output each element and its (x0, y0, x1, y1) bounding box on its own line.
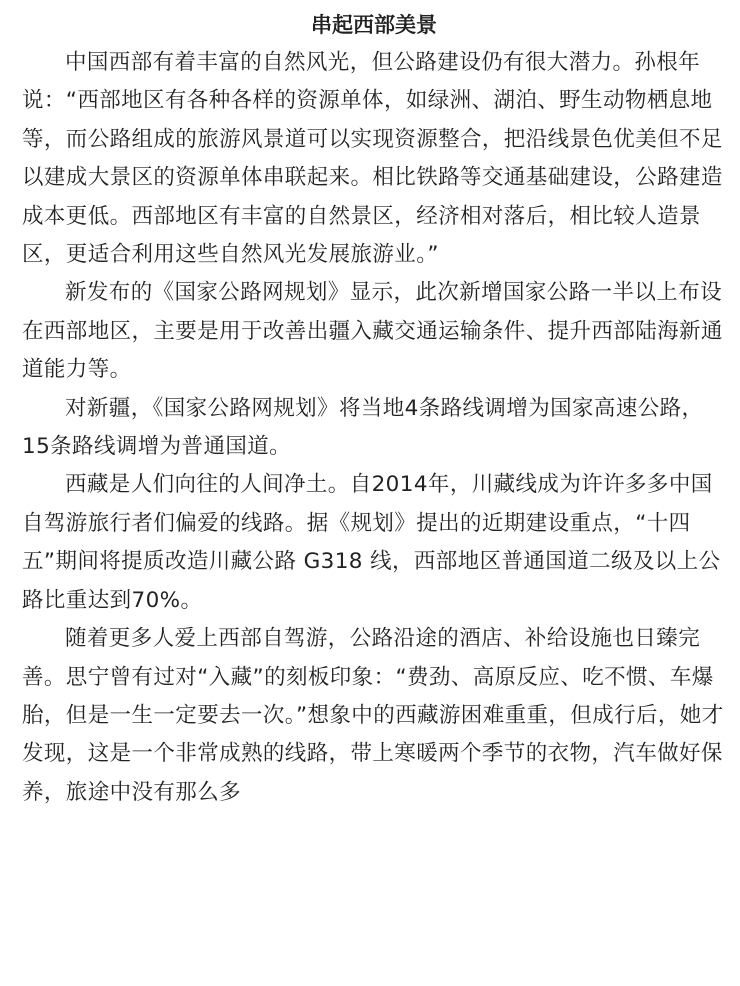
paragraph-1: 中国西部有着丰富的自然风光，但公路建设仍有很大潜力。孙根年说：“西部地区有各种各样的资源单体，如绿洲、湖泊、野生动物栖息地等，而公路组成的旅游风景道可以实现资源整合，把沿线景色优美但不足以建成大景区的资源单体串联起来。相比铁路等交通基础建设，公路建造成本更低。西部地区有丰富的自然景区，经济相对落后，相比较人造景区，更适合利用这些自然风光发展旅游业。” (22, 50, 723, 268)
paragraph-5: 随着更多人爱上西部自驾游，公路沿途的酒店、补给设施也日臻完善。思宁曾有过对“入藏”的刻板印象：“费劲、高原反应、吃不惯、车爆胎，但是一生一定要去一次。”想象中的西藏游困难重重，但成行后，她才发现，这是一个非常成熟的线路，带上寒暖两个季节的衣物，汽车做好保养，旅途中没有那么多 (22, 626, 724, 805)
paragraph-4: 西藏是人们向往的人间净土。自2014年，川藏线成为许许多多中国自驾游旅行者们偏爱的线路。据《规划》提出的近期建设重点，“十四五”期间将提质改造川藏公路 G318 线，西部地区普通国道二级及以上公路比重达到70%。 (22, 472, 721, 613)
paragraph-2: 新发布的《国家公路网规划》显示，此次新增国家公路一半以上布设在西部地区，主要是用于改善出疆入藏交通运输条件、提升西部陆海新通道能力等。 (22, 280, 723, 383)
paragraph-3: 对新疆，《国家公路网规划》将当地4条路线调增为国家高速公路，15条路线调增为普通国道。 (22, 395, 704, 460)
article-title: 串起西部美景 (311, 13, 437, 37)
